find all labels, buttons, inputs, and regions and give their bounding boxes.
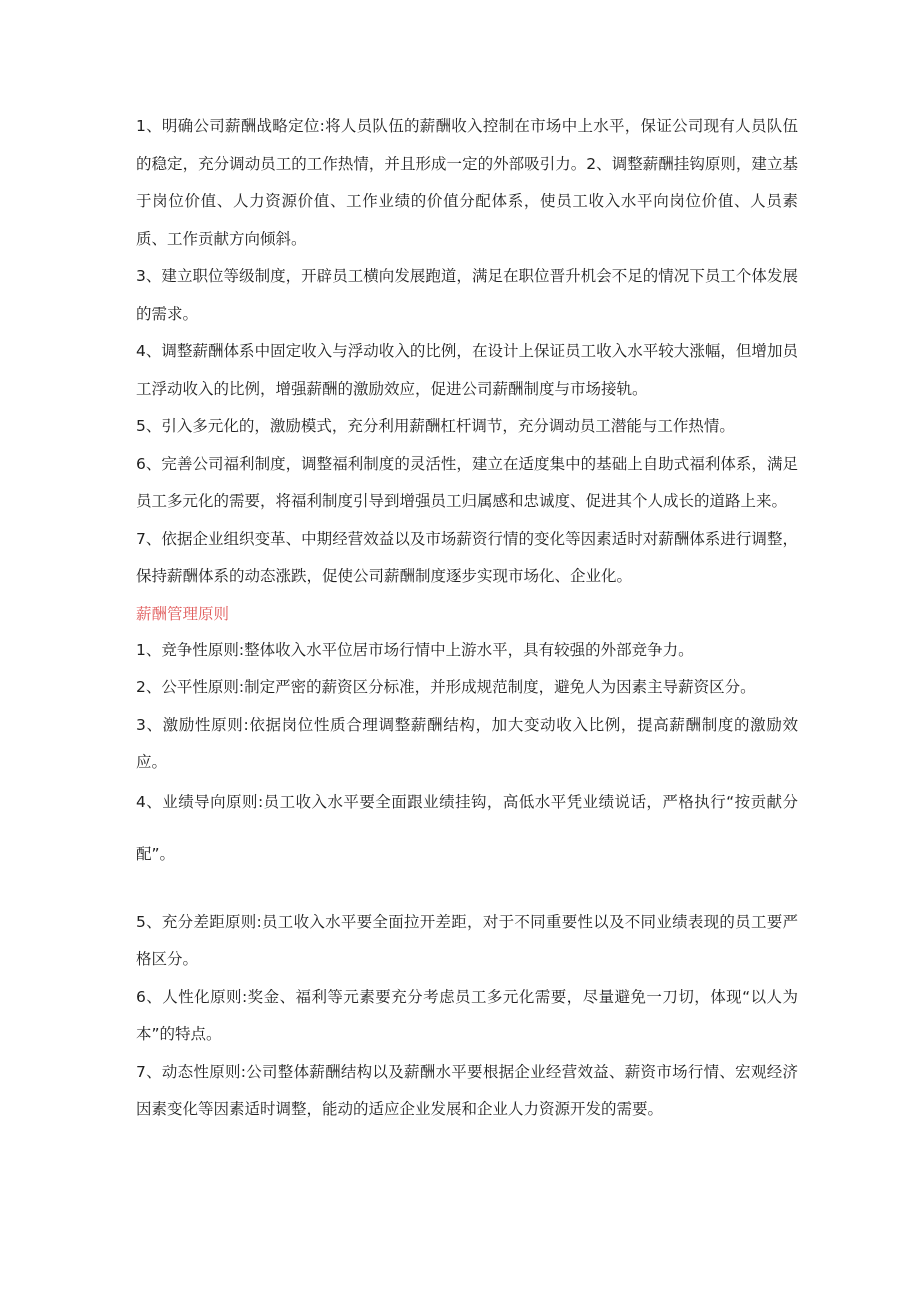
strategy-item-5: 5、引入多元化的，激励模式，充分利用薪酬杠杆调节，充分调动员工潜能与工作热情。 bbox=[136, 417, 735, 435]
strategy-item-7: 7、依据企业组织变革、中期经营效益以及市场薪资行情的变化等因素适时对薪酬体系进行调整，保持薪酬体系的动态涨跌，促使公司薪酬制度逐步实现市场化、企业化。 bbox=[136, 529, 798, 585]
principle-item-3: 3、激励性原则:依据岗位性质合理调整薪酬结构，加大变动收入比例，提高薪酬制度的激励效应。 bbox=[136, 715, 798, 771]
principle-item-7: 7、动态性原则:公司整体薪酬结构以及薪酬水平要根据企业经营效益、薪资市场行情、宏观经济因素变化等因素适时调整，能动的适应企业发展和企业人力资源开发的需要。 bbox=[136, 1062, 798, 1118]
principle-item-4: 4、业绩导向原则:员工收入水平要全面跟业绩挂钩，高低水平凭业绩说话，严格执行“按贡献分配”。 bbox=[136, 792, 798, 863]
document-body bbox=[136, 108, 798, 1129]
strategy-item-4: 4、调整薪酬体系中固定收入与浮动收入的比例，在设计上保证员工收入水平较大涨幅，但增加员工浮动收入的比例，增强薪酬的激励效应，促进公司薪酬制度与市场接轨。 bbox=[136, 342, 798, 398]
principle-item-2: 2、公平性原则:制定严密的薪资区分标准，并形成规范制度，避免人为因素主导薪资区分。 bbox=[136, 678, 756, 696]
principle-item-5: 5、充分差距原则:员工收入水平要全面拉开差距，对于不同重要性以及不同业绩表现的员工要严格区分。 bbox=[136, 912, 798, 968]
principle-item-1: 1、竞争性原则:整体收入水平位居市场行情中上游水平，具有较强的外部竞争力。 bbox=[136, 640, 694, 659]
strategy-item-6: 6、完善公司福利制度，调整福利制度的灵活性，建立在适度集中的基础上自助式福利体系，满足员工多元化的需要，将福利制度引导到增强员工归属感和忠诚度、促进其个人成长的道路上来。 bbox=[136, 454, 798, 510]
principle-item-6: 6、人性化原则:奖金、福利等元素要充分考虑员工多元化需要，尽量避免一刀切，体现“以人为本”的特点。 bbox=[136, 987, 798, 1043]
section-heading-principles: 薪酬管理原则 bbox=[136, 604, 230, 623]
strategy-item-3: 3、建立职位等级制度，开辟员工横向发展跑道，满足在职位晋升机会不足的情况下员工个体发展的需求。 bbox=[136, 267, 798, 323]
strategy-item-1-2: 1、明确公司薪酬战略定位:将人员队伍的薪酬收入控制在市场中上水平，保证公司现有人员队伍的稳定，充分调动员工的工作热情，并且形成一定的外部吸引力。2、调整薪酬挂钩原则，建立基于岗位价值、人力资源价值、工作业绩的价值分配体系，使员工收入水平向岗位价值、人员素质、工作贡献方向倾斜。 bbox=[136, 117, 798, 248]
